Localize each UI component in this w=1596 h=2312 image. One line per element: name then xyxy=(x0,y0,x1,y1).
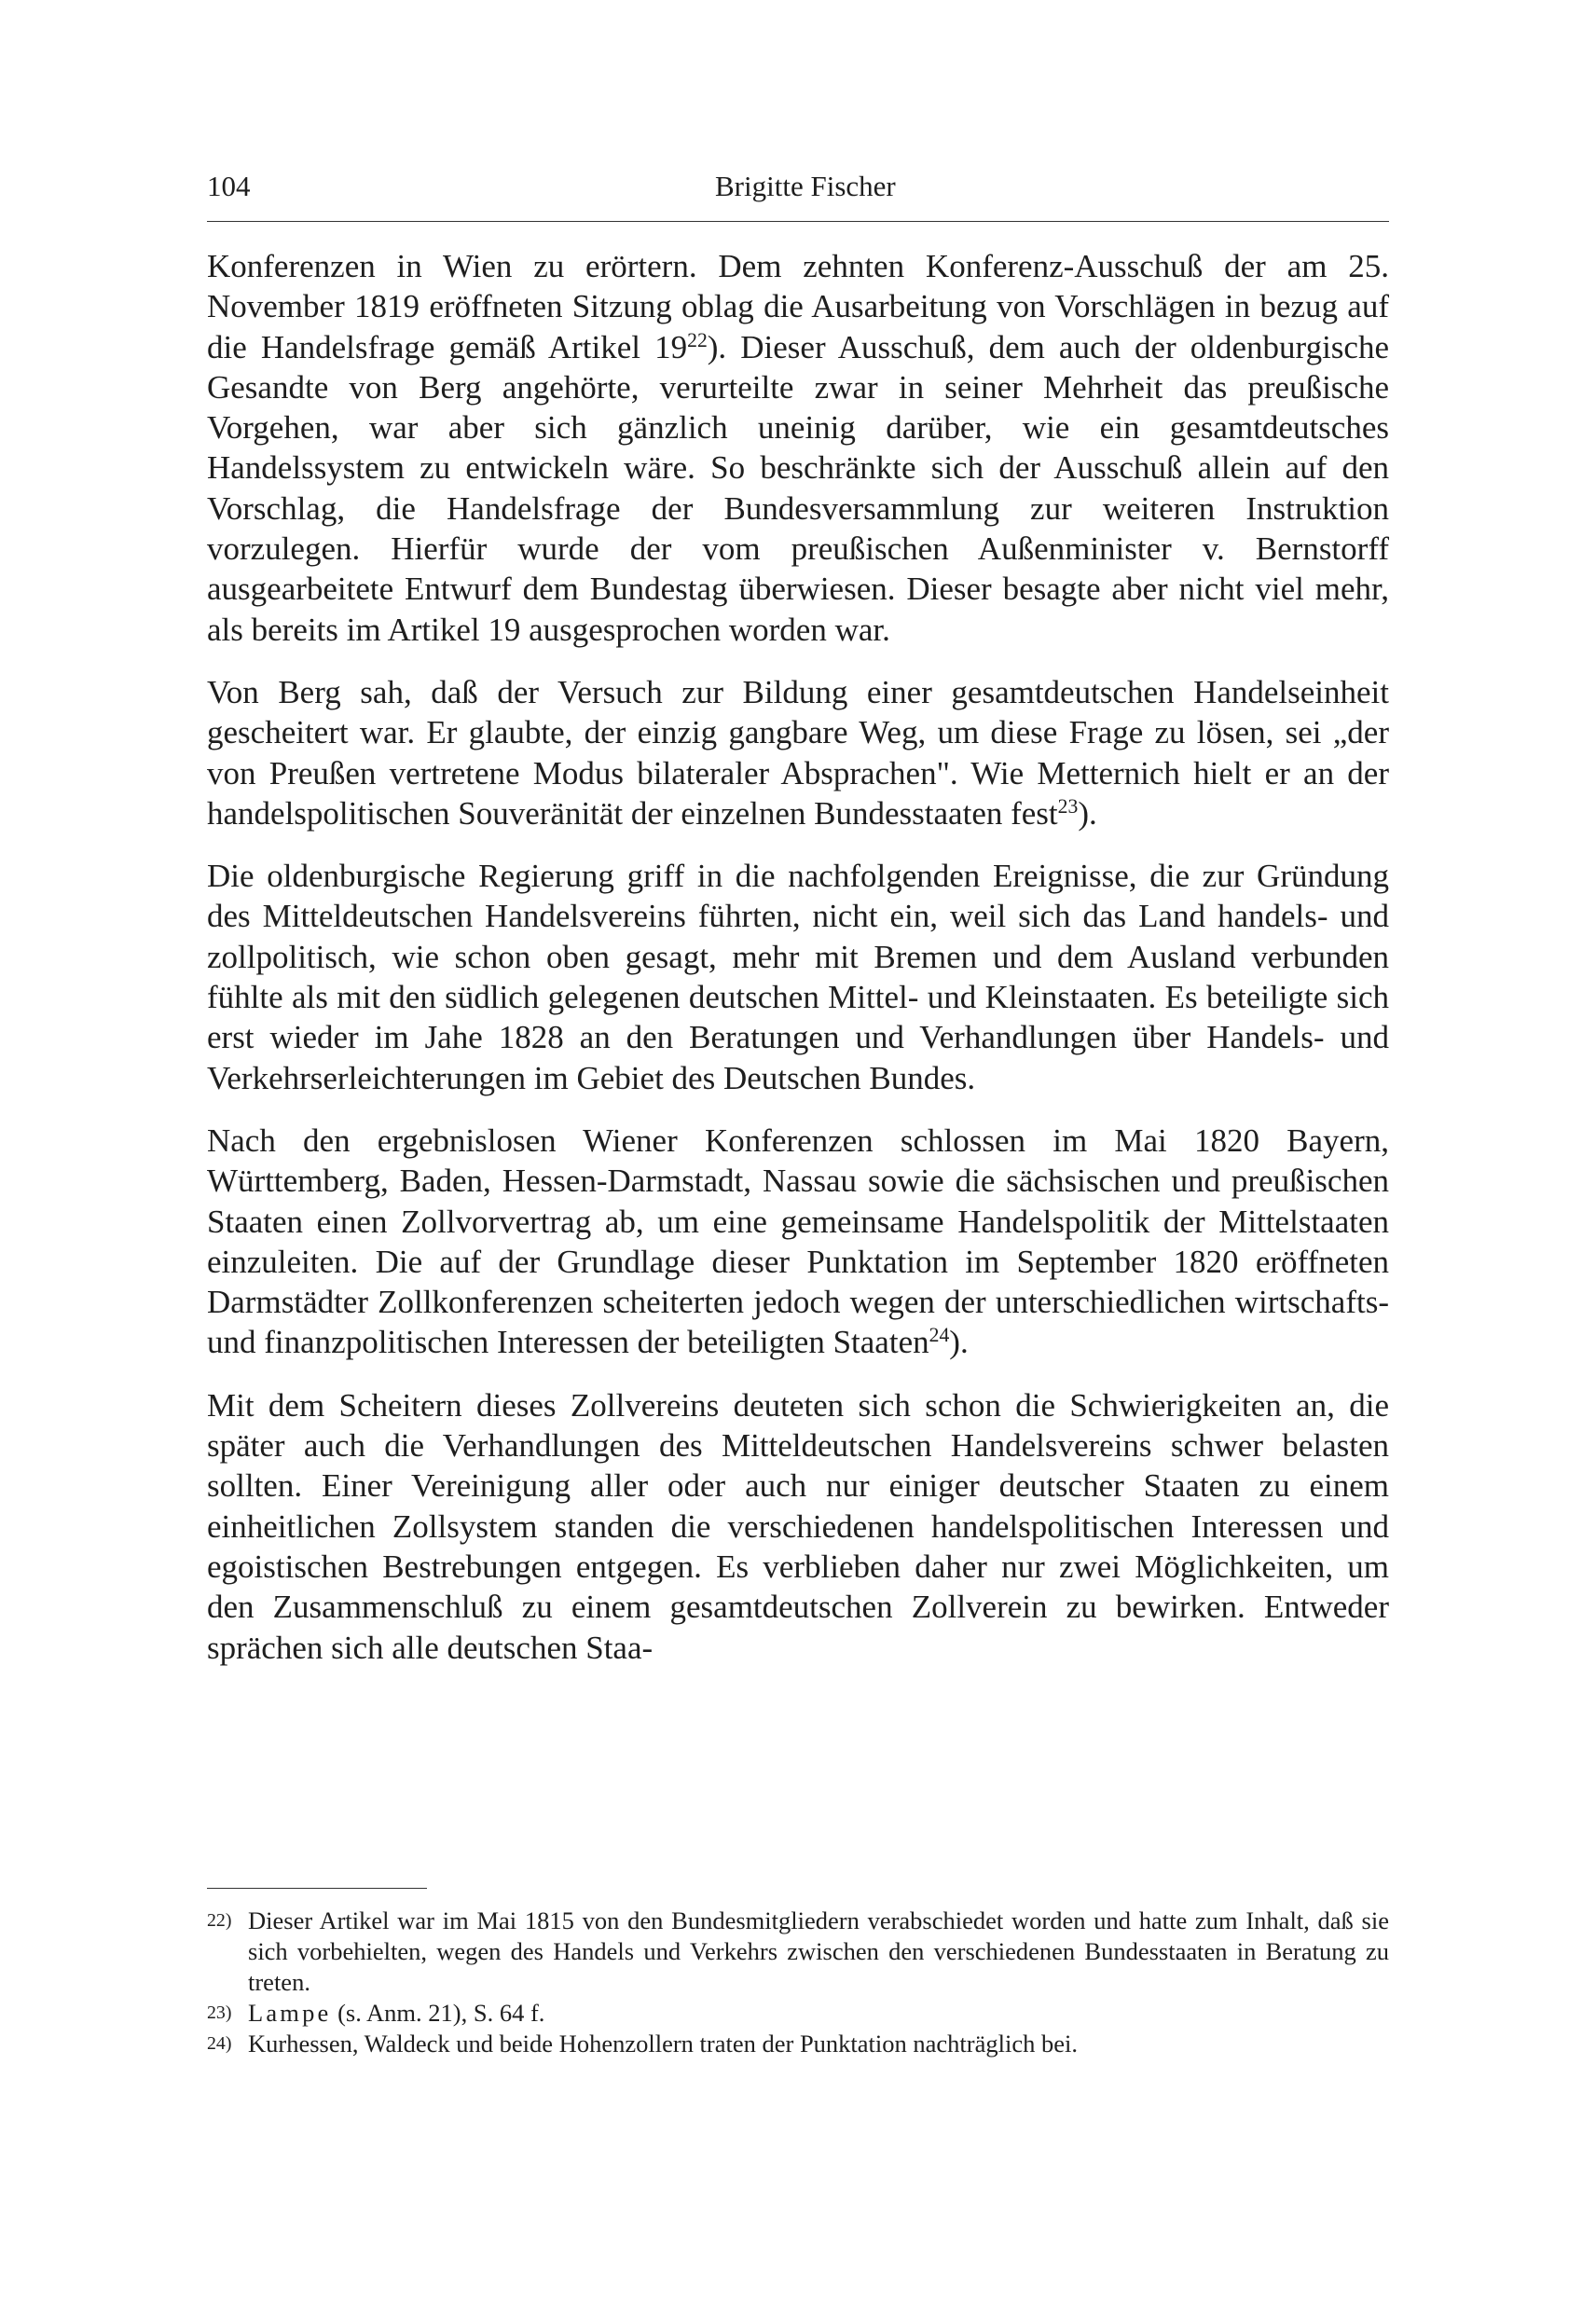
paragraph-text: Von Berg sah, daß der Versuch zur Bildung einer gesamtdeutschen Handelseinheit gescheitert war. Er glaubte, der einzig gangbare Weg, um diese Frage zu lösen, sei „der von Preußen vertretene Modus bilateraler Absprachen". Wie Metternich hielt er an der handelspolitischen Souveränität der einzelnen Bundesstaaten fest xyxy=(207,673,1389,832)
footnote-mark: 22) xyxy=(207,1910,232,1931)
paragraph-text: ). xyxy=(949,1324,969,1361)
footnote xyxy=(207,2029,1389,2059)
footnote-mark: 24) xyxy=(207,2033,232,2054)
footnote-reference: 24 xyxy=(929,1324,950,1347)
body-text xyxy=(207,246,1389,1668)
paragraph-text: Mit dem Scheitern dieses Zollvereins deuteten sich schon die Schwierigkeiten an, die später auch die Verhandlungen des Mitteldeutschen Handelsvereins schwer belasten sollten. Einer Vereinigung aller oder auch nur einiger deutscher Staaten zu einem einheitlichen Zollsystem standen die verschiedenen handelspolitischen Interessen und egoistischen Bestrebungen entgegen. Es verblieben daher nur zwei Möglichkeiten, um den Zusammenschluß zu einem gesamtdeutschen Zollverein zu bewirken. Entweder sprächen sich alle deutschen Staa- xyxy=(207,1386,1389,1666)
page-header xyxy=(207,170,1389,216)
footnote-text: Kurhessen, Waldeck und beide Hohenzollern traten der Punktation nachträglich bei. xyxy=(248,2030,1078,2057)
paragraph xyxy=(207,856,1389,1098)
header-rule xyxy=(207,221,1389,222)
paragraph xyxy=(207,1121,1389,1363)
paragraph-text: Die oldenburgische Regierung griff in die nachfolgenden Ereignisse, die zur Gründung des Mitteldeutschen Handelsvereins führten, nicht ein, weil sich das Land handels- und zollpolitisch, wie schon oben gesagt, mehr mit Bremen und dem Ausland verbunden fühlte als mit den südlich gelegenen deutschen Mittel- und Kleinstaaten. Es beteiligte sich erst wieder im Jahe 1828 an den Beratungen und Verhandlungen über Handels- und Verkehrserleichterungen im Gebiet des Deutschen Bundes. xyxy=(207,858,1389,1096)
footnote-author: Lampe xyxy=(248,1999,332,2027)
footnote xyxy=(207,1906,1389,1998)
footnotes xyxy=(207,1906,1389,2059)
footnote-rule xyxy=(207,1888,427,1889)
paragraph-text: Konferenzen in Wien zu erörtern. Dem zehnten Konferenz-Ausschuß der am 25. November 1819 eröffneten Sitzung oblag die Ausarbeitung von Vorschlägen in bezug auf die Handelsfrage gemäß Artikel 19 xyxy=(207,248,1389,365)
footnote-text xyxy=(248,1998,1389,2029)
paragraph xyxy=(207,246,1389,650)
paragraph xyxy=(207,1385,1389,1668)
paragraph xyxy=(207,672,1389,833)
footnote-mark: 23) xyxy=(207,2002,232,2023)
footnote-text: Dieser Artikel war im Mai 1815 von den Bundesmitgliedern verabschiedet worden und hatte zum Inhalt, daß sie sich vorbehielten, wegen des Handels und Verkehrs zwischen den verschiedenen Bundesstaaten in Beratung zu treten. xyxy=(248,1906,1389,1996)
running-head: Brigitte Fischer xyxy=(715,170,896,202)
paragraph-text: Nach den ergebnislosen Wiener Konferenzen schlossen im Mai 1820 Bayern, Württemberg, Baden, Hessen-Darmstadt, Nassau sowie die sächsischen und preußischen Staaten einen Zollvorvertrag ab, um eine gemeinsame Handelspolitik der Mittelstaaten einzuleiten. Die auf der Grundlage dieser Punktation im September 1820 eröffneten Darmstädter Zollkonferenzen scheiterten jedoch wegen der unterschiedlichen wirtschafts- und finanzpolitischen Interessen der beteiligten Staaten xyxy=(207,1122,1389,1361)
paragraph-text: ). Dieser Ausschuß, dem auch der oldenburgische Gesandte von Berg angehörte, verurteilte zwar in seiner Mehrheit das preußische Vorgehen, war aber sich gänzlich uneinig darüber, wie ein gesamtdeutsches Handelssystem zu entwickeln wäre. So beschränkte sich der Ausschuß allein auf den Vorschlag, die Handelsfrage der Bundesversammlung zur weiteren Instruktion vorzulegen. Hierfür wurde der vom preußischen Außenminister v. Bernstorff ausgearbeitete Entwurf dem Bundestag überwiesen. Dieser besagte aber nicht viel mehr, als bereits im Artikel 19 ausgesprochen worden war. xyxy=(207,328,1389,648)
page-number: 104 xyxy=(207,170,251,202)
paragraph-text: ). xyxy=(1078,794,1097,832)
footnote xyxy=(207,1998,1389,2029)
footnote-citation: (s. Anm. 21), S. 64 f. xyxy=(331,1999,545,2027)
footnote-reference: 23 xyxy=(1057,794,1079,818)
footnote-reference: 22 xyxy=(687,328,708,351)
